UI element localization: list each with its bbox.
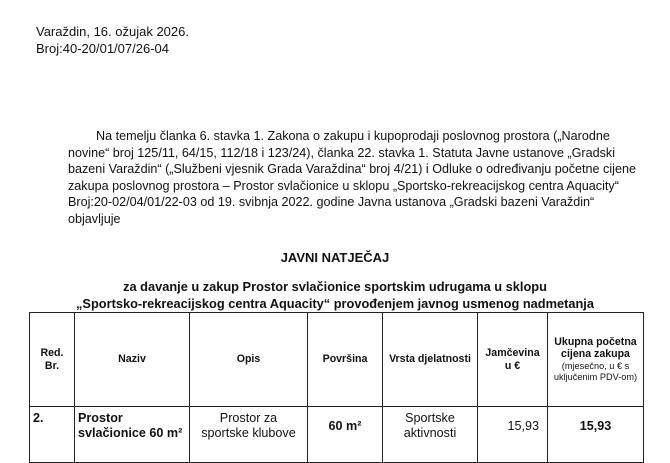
cell-name (75, 407, 190, 463)
intro-paragraph (68, 128, 636, 228)
header-price-main: Ukupna početna cijena zakupa (554, 335, 637, 360)
cell-description-line: Prostor za (219, 411, 278, 425)
header-price-note: (mjesečno, u € s uključenim PDV-om) (553, 360, 638, 382)
header-name: Naziv (75, 313, 190, 407)
notice-subtitle: „Sportsko-rekreacijskog centra Aquacity“ provođenjem javnog usmenog nadmetanja (76, 296, 594, 311)
header-description: Opis (190, 313, 308, 407)
intro-line: novine“ broj 125/11, 64/15, 112/18 i 123/24), članka 22. stavka 1. Statuta Javne ustanove „Gradski (68, 145, 616, 160)
reference-number: Broj:40-20/01/07/26-04 (36, 41, 169, 56)
header-area: Površina (308, 313, 383, 407)
header-price (548, 313, 644, 407)
intro-line: objavljuje (68, 211, 121, 226)
header-activity: Vrsta djelatnosti (383, 313, 478, 407)
cell-name-line: Prostor (78, 411, 123, 425)
cell-activity-line: Sportske (405, 411, 455, 425)
tender-table (29, 312, 644, 463)
cell-description (190, 407, 308, 463)
table-header-row (30, 313, 644, 407)
date-line: Varaždin, 16. ožujak 2026. (36, 24, 189, 39)
notice-title: JAVNI NATJEČAJ (280, 250, 390, 265)
cell-description-line: sportske klubove (201, 426, 296, 440)
table-row (30, 407, 644, 463)
cell-name-line: svlačionice 60 m² (78, 426, 183, 440)
intro-line: Na temelju članka 6. stavka 1. Zakona o zakupu i kupoprodaji poslovnog prostora („Narodne (96, 129, 610, 143)
header-deposit: Jamčevina u € (478, 313, 548, 407)
notice-subtitle: za davanje u zakup Prostor svlačionice sportskim udrugama u sklopu (123, 279, 547, 294)
cell-price: 15,93 (548, 407, 644, 463)
cell-activity-line: aktivnosti (403, 426, 457, 440)
intro-line: bazeni Varaždin“ („Službeni vjesnik Grada Varaždina“ broj 4/21) i Odluke o određivanju početne cijene (68, 162, 636, 177)
intro-line: zakupa poslovnog prostora – Prostor svlačionice u sklopu „Sportsko-rekreacijskog centra Aquacity“ (68, 178, 619, 193)
cell-no: 2. (30, 407, 75, 463)
cell-area: 60 m² (308, 407, 383, 463)
cell-deposit: 15,93 (478, 407, 548, 463)
intro-line: Broj:20-02/04/01/22-03 od 19. svibnja 2022. godine Javna ustanova „Gradski bazeni Varaždin“ (68, 195, 595, 210)
header-no: Red. Br. (30, 313, 75, 407)
cell-activity (383, 407, 478, 463)
